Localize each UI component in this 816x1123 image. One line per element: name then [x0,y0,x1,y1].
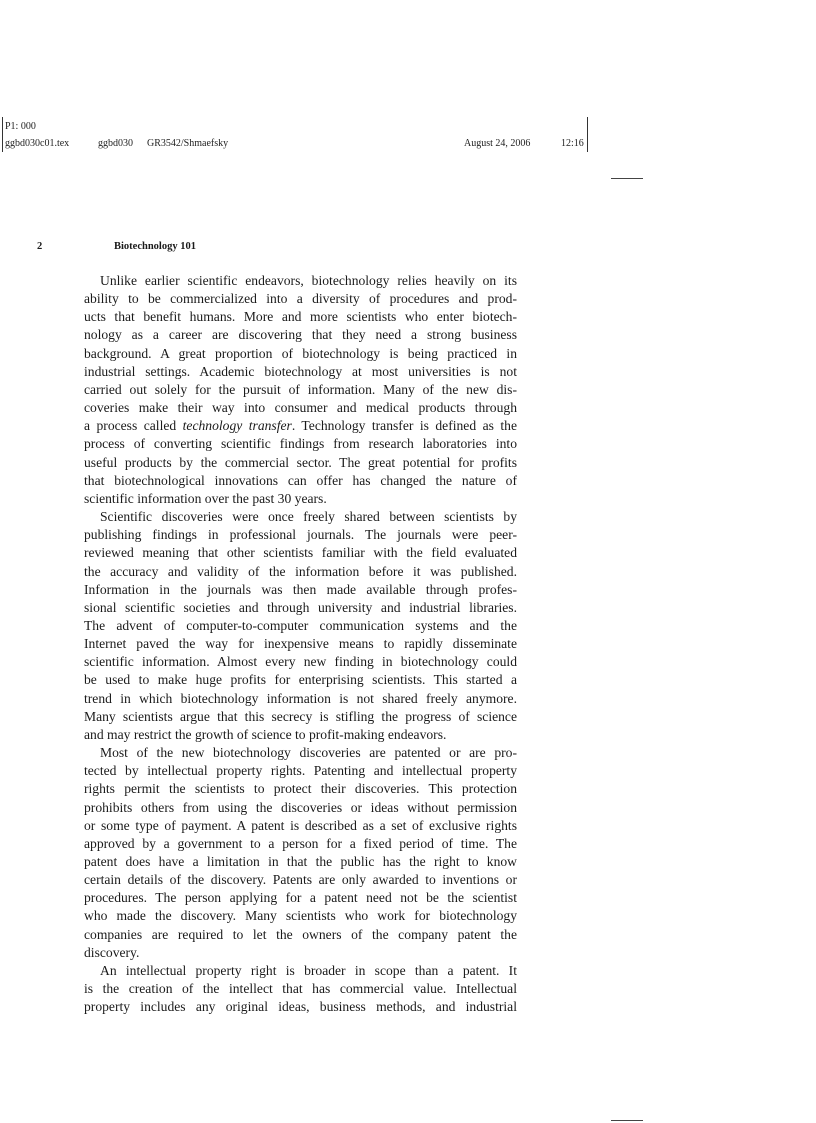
text-line: An intellectual property right is broader in scope than a patent. It [100,962,517,978]
text-line: Information in the journals was then made available through profes- [84,581,517,597]
text-line: process of converting scientific findings from research laboratories into [84,436,517,452]
text-line: trend in which biotechnology information is not shared freely anymore. [84,690,517,706]
text-line: be used to make huge profits for enterprising scientists. This started a [84,672,517,688]
text-line: companies are required to let the owners of the company patent the [84,926,517,942]
proof-time: 12:16 [561,138,584,149]
crop-mark-top-right [611,178,643,179]
text-line: ucts that benefit humans. More and more scientists who enter biotech- [84,309,517,325]
text-line [84,417,517,435]
text-line: or some type of payment. A patent is described as a set of exclusive rights [84,817,517,833]
text-line: certain details of the discovery. Patents are only awarded to inventions or [84,872,517,888]
text-line: ability to be commercialized into a diversity of procedures and prod- [84,291,517,307]
text-line: background. A great proportion of biotechnology is being practiced in [84,345,517,361]
text-line: and may restrict the growth of science to profit-making endeavors. [84,726,447,742]
text-line: scientific information. Almost every new finding in biotechnology could [84,654,517,670]
header-right-rule [587,117,588,152]
file-name: ggbd030c01.tex [5,138,70,149]
text-line: property includes any original ideas, business methods, and industrial [84,999,517,1015]
text-line: scientific information over the past 30 years. [84,490,327,506]
text-line: useful products by the commercial sector. The great potential for profits [84,454,517,470]
text-line: The advent of computer-to-computer communication systems and the [84,617,517,633]
text-run: . Technology transfer is defined as the [291,418,517,434]
text-line: the accuracy and validity of the information before it was published. [84,563,517,579]
text-line: publishing findings in professional journals. The journals were peer- [84,527,517,543]
text-line: discovery. [84,944,140,960]
header-left-rule [2,117,3,152]
text-line: that biotechnological innovations can offer has changed the nature of [84,472,517,488]
text-line: is the creation of the intellect that has commercial value. Intellectual [84,981,517,997]
text-line: carried out solely for the pursuit of information. Many of the new dis- [84,381,517,397]
text-line: tected by intellectual property rights. Patenting and intellectual property [84,763,517,779]
text-run: a process called [84,418,183,434]
crop-mark-bottom-right [611,1120,643,1121]
text-line: Most of the new biotechnology discoveries are patented or are pro- [100,745,517,761]
text-line: nology as a career are discovering that they need a strong business [84,327,517,343]
paragraph [84,272,517,508]
text-line: reviewed meaning that other scientists familiar with the field evaluated [84,545,517,561]
proof-date: August 24, 2006 [464,138,531,149]
text-line: industrial settings. Academic biotechnology at most universities is not [84,363,517,379]
paragraph [84,508,517,744]
text-line: Unlike earlier scientific endeavors, biotechnology relies heavily on its [100,273,517,288]
text-line: procedures. The person applying for a patent need not be the scientist [84,890,517,906]
text-line: rights permit the scientists to protect their discoveries. This protection [84,781,517,797]
text-line: Internet paved the way for inexpensive means to rapidly disseminate [84,636,517,652]
text-line: Scientific discoveries were once freely shared between scientists by [100,509,517,525]
text-line: Many scientists argue that this secrecy is stifling the progress of science [84,708,517,724]
text-line: sional scientific societies and through university and industrial libraries. [84,599,517,615]
text-line: patent does have a limitation in that the public has the right to know [84,854,517,869]
page-number: 2 [37,241,43,252]
paragraph [84,962,517,1016]
italic-term: technology transfer [182,418,292,434]
book-code: ggbd030 [98,138,133,149]
running-head: Biotechnology 101 [114,241,196,252]
proof-label: P1: 000 [5,121,36,132]
paragraph [84,744,517,962]
body-text [84,272,517,1016]
text-line: coveries make their way into consumer and medical products through [84,400,517,416]
text-line: who made the discovery. Many scientists who work for biotechnology [84,908,517,924]
text-line: prohibits others from using the discoveries or ideas without permission [84,799,517,815]
series-code: GR3542/Shmaefsky [147,138,229,149]
text-line: approved by a government to a person for a fixed period of time. The [84,835,517,851]
